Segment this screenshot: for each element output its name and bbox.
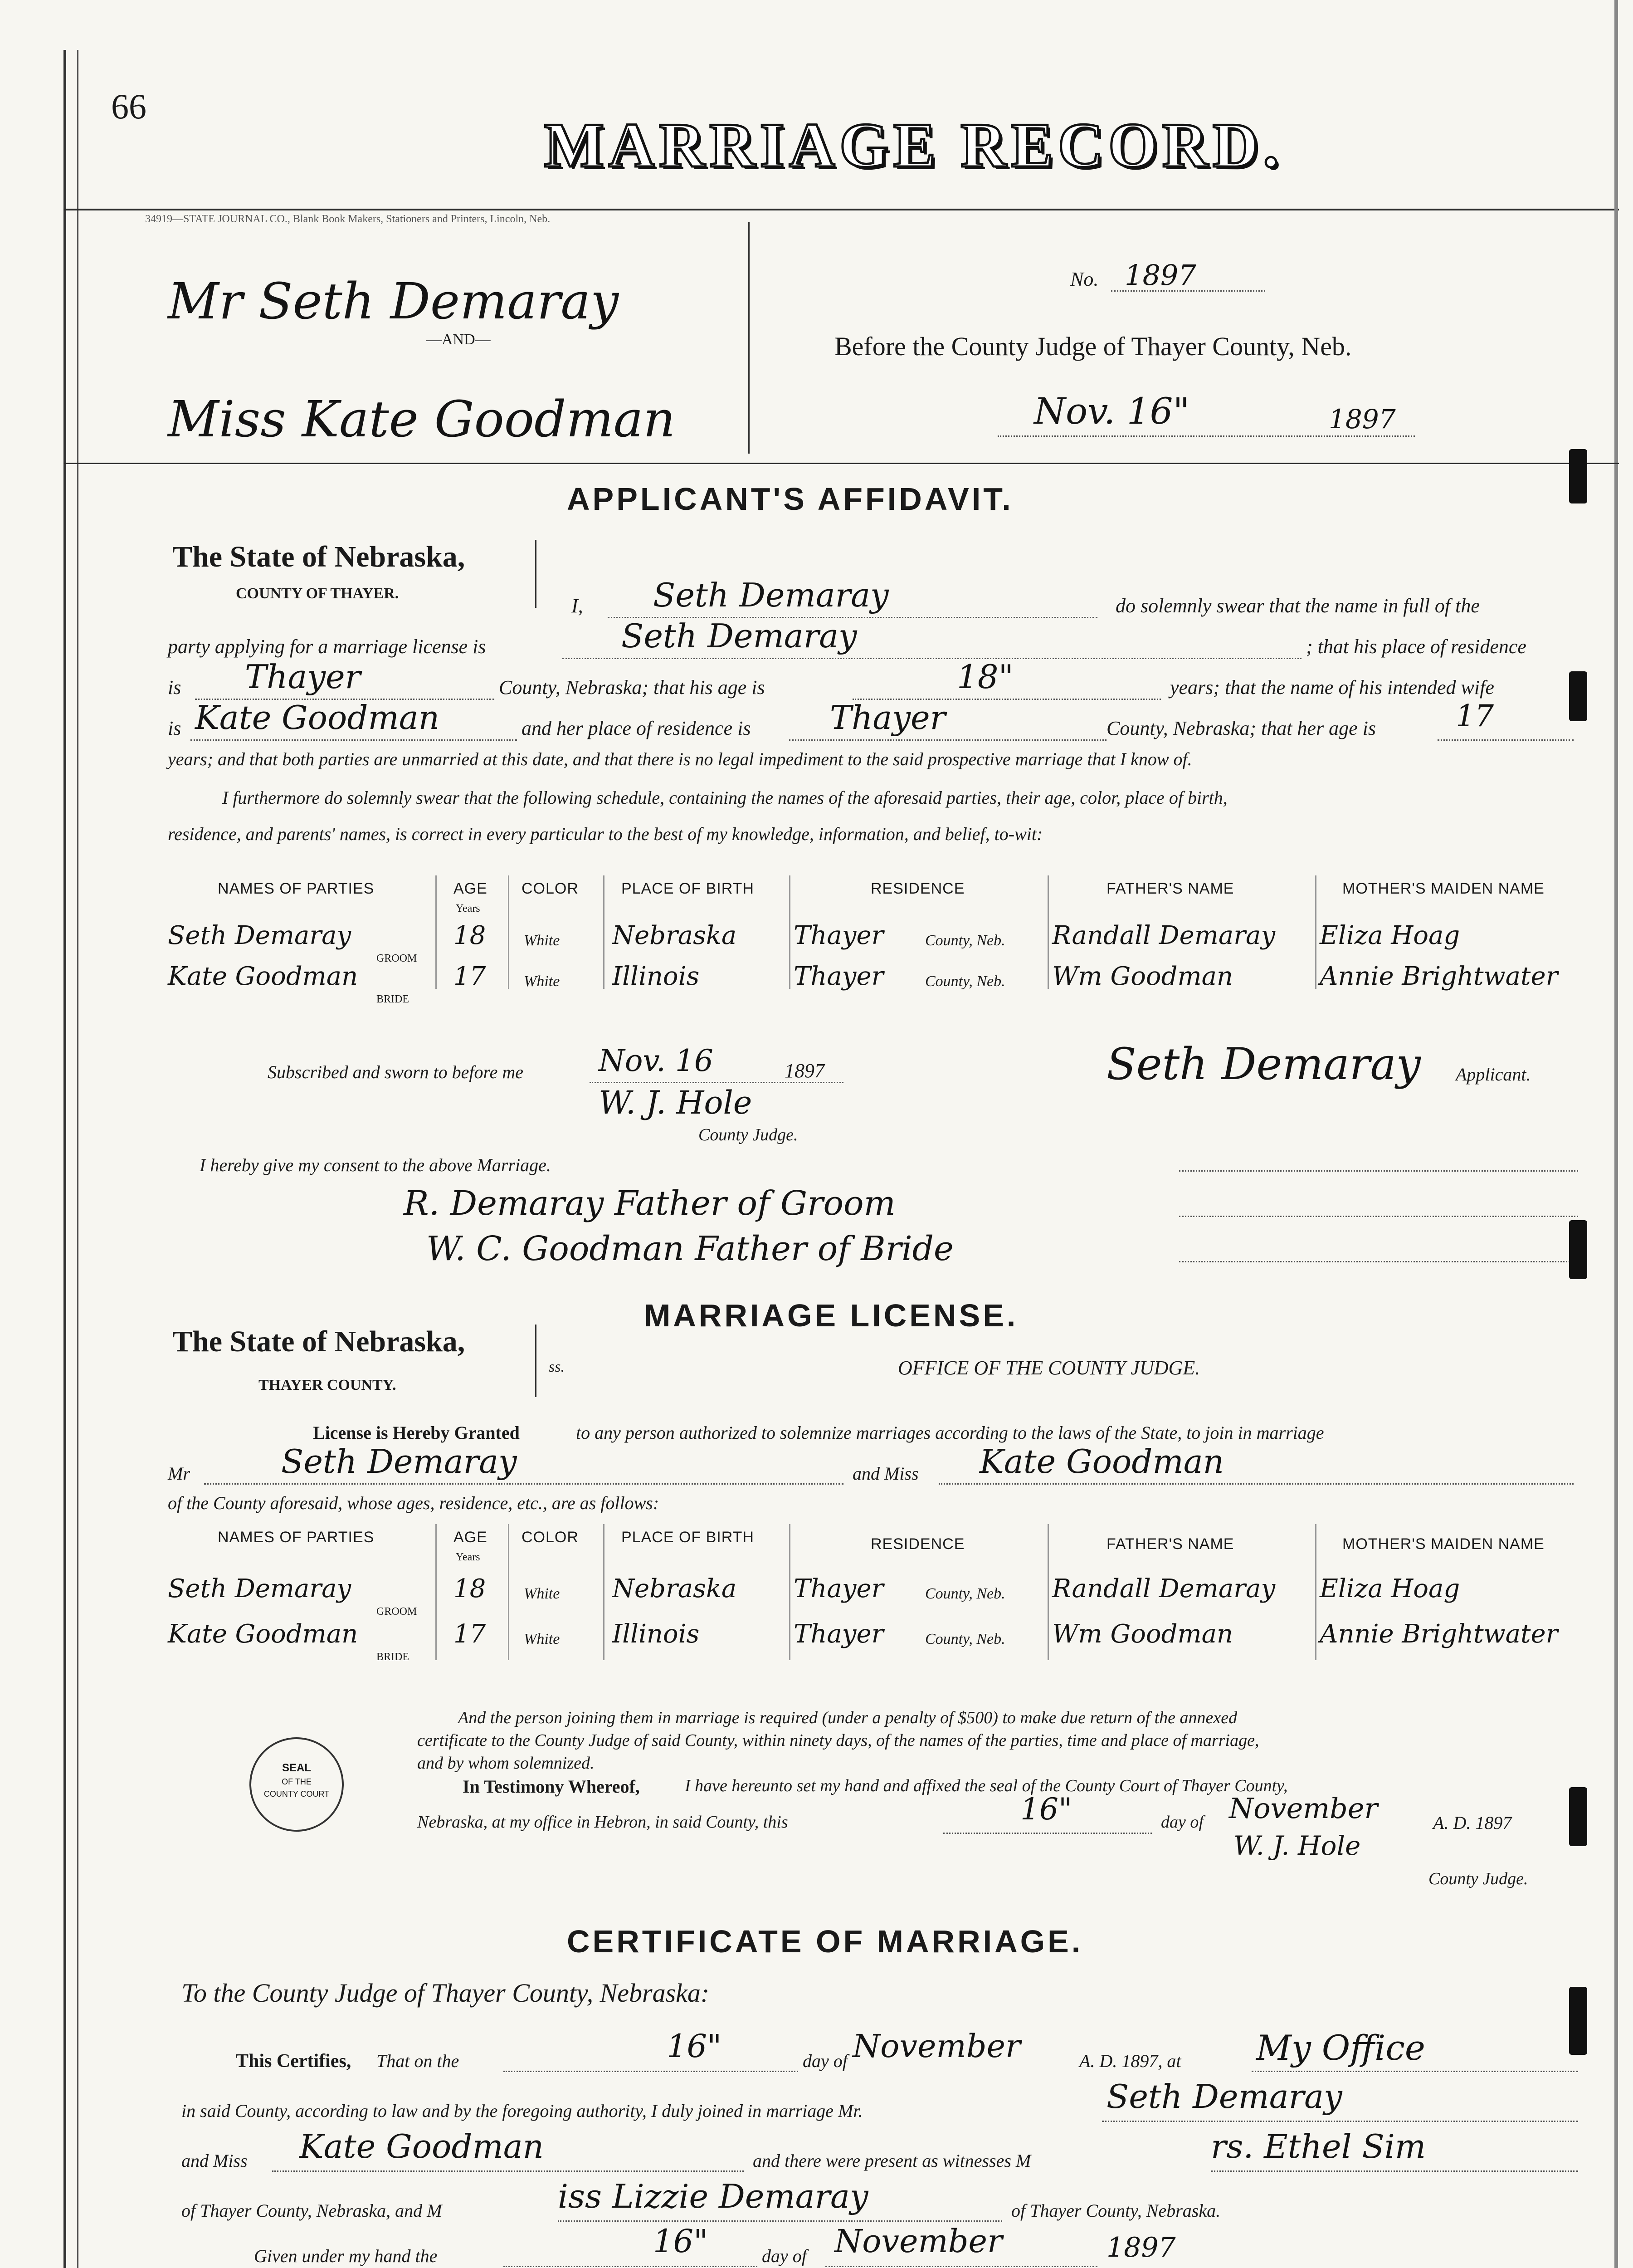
aff-row1-residence: Thayer [794, 921, 884, 950]
county-court-seal [249, 1737, 344, 1832]
header-rule [63, 209, 1619, 210]
lic-col-age: AGE [453, 1529, 487, 1546]
testimony-month: November [1229, 1792, 1378, 1825]
printer-imprint: 34919—STATE JOURNAL CO., Blank Book Makers, Stationers and Printers, Lincoln, Neb. [145, 213, 551, 225]
lic-row1-birth: Nebraska [612, 1574, 737, 1603]
license-miss-name: Kate Goodman [980, 1442, 1224, 1481]
aff-col-sep-6 [1315, 875, 1316, 989]
lic-col-sep-1 [435, 1524, 437, 1660]
certificate-to: To the County Judge of Thayer County, Nebraska: [181, 1978, 710, 2008]
aff-applicant-name: Seth Demaray [653, 576, 889, 614]
aff-his-age: 18" [957, 658, 1014, 696]
aff-her-age: 17 [1456, 699, 1494, 733]
testimony-day-line [943, 1833, 1152, 1834]
sworn-label: Subscribed and sworn to before me [268, 1062, 524, 1082]
aff-col-color: COLOR [522, 880, 579, 897]
aff-l4-mid2: County, Nebraska; that her age is [1107, 717, 1376, 739]
cert-l4-post: of Thayer County, Nebraska. [1011, 2200, 1221, 2221]
aff-row1-name: Seth Demaray [168, 921, 351, 950]
consent-text: I hereby give my consent to the above Marriage. [200, 1155, 551, 1175]
aff-row2-color: White [524, 973, 560, 990]
affidavit-brace [535, 540, 536, 608]
penalty-line-1: And the person joining them in marriage is required (under a penalty of $500) to make due return of the annexed [458, 1708, 1238, 1727]
binder-tab-5 [1569, 1987, 1587, 2055]
aff-col-mother: MOTHER'S MAIDEN NAME [1342, 880, 1545, 897]
given-day-line [503, 2266, 757, 2267]
cert-witness-2: iss Lizzie Demaray [558, 2177, 868, 2215]
license-county-line: of the County aforesaid, whose ages, residence, etc., are as follows: [168, 1493, 659, 1513]
lic-row1-county: County, Neb. [925, 1585, 1005, 1602]
record-date: Nov. 16" [1034, 390, 1190, 432]
license-granted-label: License is Hereby Granted [313, 1422, 520, 1443]
lic-col-sep-3 [603, 1524, 604, 1660]
lic-col-sep-2 [508, 1524, 509, 1660]
cert-day: 16" [667, 2028, 722, 2065]
aff-her-residence: Thayer [830, 699, 946, 737]
testimony-label: In Testimony Whereof, [463, 1776, 640, 1797]
cert-groom: Seth Demaray [1107, 2077, 1342, 2116]
aff-col-residence: RESIDENCE [871, 880, 965, 897]
cert-groom-line [1102, 2121, 1578, 2122]
aff-row1-birth: Nebraska [612, 921, 737, 950]
lic-row1-father: Randall Demaray [1052, 1574, 1276, 1603]
aff-l2-post: ; that his place of residence [1306, 635, 1526, 658]
license-mr-name: Seth Demaray [281, 1442, 517, 1481]
lic-col-color: COLOR [522, 1529, 579, 1546]
consent-line-3 [1179, 1261, 1578, 1262]
sworn-year: 1897 [785, 1060, 824, 1082]
penalty-line-3: and by whom solemnized. [417, 1754, 595, 1773]
aff-l4-pre: is [168, 717, 181, 739]
aff-l4-line-3 [1438, 739, 1574, 741]
bride-name-header: Miss Kate Goodman [168, 390, 676, 448]
aff-row2-age: 17 [453, 962, 486, 991]
cert-witness-2-line [558, 2220, 1002, 2222]
cert-l4-pre: of Thayer County, Nebraska, and M [181, 2200, 442, 2221]
testimony-ad: A. D. 1897 [1433, 1813, 1512, 1833]
aff-row2-name: Kate Goodman [168, 962, 358, 991]
license-state: The State of Nebraska, [172, 1325, 465, 1358]
given-day-of: day of [762, 2246, 807, 2266]
aff-l1-pre: I, [571, 595, 583, 617]
given-label: Given under my hand the [254, 2246, 438, 2266]
cert-day-line [503, 2071, 798, 2072]
certifies-label: This Certifies, [236, 2051, 351, 2072]
lic-row1-residence: Thayer [794, 1574, 884, 1603]
license-county: THAYER COUNTY. [258, 1377, 396, 1393]
license-miss-label: and Miss [853, 1463, 919, 1484]
given-month-line [825, 2266, 1097, 2267]
lic-row2-mother: Annie Brightwater [1320, 1619, 1558, 1649]
aff-row1-age: 18 [453, 921, 486, 950]
given-year: 1897 [1107, 2232, 1176, 2263]
cert-witness-1-line [1211, 2170, 1578, 2172]
lic-row1-age: 18 [453, 1574, 486, 1603]
penalty-line-2: certificate to the County Judge of said County, within ninety days, of the names of the parties, time and place of marriage, [417, 1731, 1259, 1750]
lic-col-residence: RESIDENCE [871, 1535, 965, 1553]
aff-row1-father: Randall Demaray [1052, 921, 1276, 950]
aff-col-names: NAMES OF PARTIES [218, 880, 375, 897]
aff-col-birth: PLACE OF BIRTH [621, 880, 754, 897]
aff-party-name: Seth Demaray [621, 617, 857, 655]
aff-l2-line [562, 658, 1302, 659]
right-edge [1614, 0, 1618, 2268]
record-number-line [1111, 290, 1265, 292]
sworn-line [590, 1082, 843, 1083]
consent-signature-bride: W. C. Goodman Father of Bride [426, 1229, 954, 1268]
cert-l2: in said County, according to law and by the foregoing authority, I duly joined in marriage Mr. [181, 2101, 863, 2121]
affidavit-state: The State of Nebraska, [172, 540, 465, 573]
cert-day-of: day of [803, 2051, 848, 2071]
aff-l6: I furthermore do solemnly swear that the following schedule, containing the names of the aforesaid parties, their age, color, place of birth, [222, 787, 1228, 808]
cert-place: My Office [1256, 2028, 1425, 2068]
lic-row2-county: County, Neb. [925, 1631, 1005, 1647]
lic-row2-age: 17 [453, 1619, 486, 1649]
lic-col-sep-5 [1048, 1524, 1049, 1660]
consent-line-2 [1179, 1216, 1578, 1217]
cert-ad: A. D. 1897, at [1079, 2051, 1181, 2071]
applicant-label: Applicant. [1456, 1064, 1531, 1085]
record-year: 1897 [1329, 404, 1396, 435]
aff-row2-role: BRIDE [376, 993, 409, 1005]
testimony-line-2: Nebraska, at my office in Hebron, in said County, this [417, 1813, 788, 1832]
aff-col-sep-1 [435, 875, 437, 989]
affidavit-heading: APPLICANT'S AFFIDAVIT. [567, 481, 1014, 517]
license-judge-signature: W. J. Hole [1233, 1830, 1361, 1861]
aff-col-age: AGE [453, 880, 487, 897]
aff-col-sep-2 [508, 875, 509, 989]
seal-line-2: OF THE [282, 1777, 312, 1786]
seal-line-1: SEAL [282, 1762, 311, 1774]
left-margin-rule-2 [77, 50, 78, 2268]
page-title: MARRIAGE RECORD. [544, 110, 1283, 181]
record-date-line [998, 435, 1415, 437]
lic-row2-name: Kate Goodman [168, 1619, 358, 1649]
lic-col-names: NAMES OF PARTIES [218, 1529, 375, 1546]
consent-line-1 [1179, 1170, 1578, 1172]
license-mr-line [204, 1483, 843, 1485]
lic-col-sep-6 [1315, 1524, 1316, 1660]
aff-l3-pre: is [168, 676, 181, 699]
testimony-line-1: I have hereunto set my hand and affixed the seal of the County Court of Thayer County, [685, 1776, 1288, 1795]
lic-col-birth: PLACE OF BIRTH [621, 1529, 754, 1546]
seal-line-3: COUNTY COURT [263, 1789, 330, 1799]
aff-l7: residence, and parents' names, is correct in every particular to the best of my knowledge, information, and belief, to-wit: [168, 824, 1043, 844]
lic-row1-name: Seth Demaray [168, 1574, 351, 1603]
aff-col-years: Years [456, 903, 480, 914]
aff-l4-line-1 [190, 739, 517, 741]
license-heading: MARRIAGE LICENSE. [644, 1298, 1019, 1333]
aff-row1-role: GROOM [376, 953, 417, 964]
lic-row1-role: GROOM [376, 1606, 417, 1618]
applicant-signature: Seth Demaray [1107, 1039, 1421, 1090]
binder-tab-3 [1569, 1220, 1587, 1279]
aff-col-sep-4 [789, 875, 790, 989]
aff-row1-mother: Eliza Hoag [1320, 921, 1460, 950]
aff-l5: years; and that both parties are unmarried at this date, and that there is no legal impediment to the said prospective marriage that I know of. [168, 749, 1192, 769]
license-judge-label: County Judge. [1428, 1869, 1528, 1888]
binder-tab-1 [1569, 449, 1587, 503]
lic-col-mother: MOTHER'S MAIDEN NAME [1342, 1535, 1545, 1553]
sworn-judge-signature: W. J. Hole [599, 1084, 752, 1121]
license-ss: ss. [549, 1359, 565, 1375]
cert-place-line [1252, 2071, 1578, 2072]
license-miss-line [939, 1483, 1574, 1485]
aff-row2-mother: Annie Brightwater [1320, 962, 1558, 991]
lic-row2-father: Wm Goodman [1052, 1619, 1233, 1649]
aff-col-father: FATHER'S NAME [1107, 880, 1234, 897]
aff-l4-mid: and her place of residence is [522, 717, 751, 739]
lic-row2-color: White [524, 1631, 560, 1647]
aff-l3-post: years; that the name of his intended wife [1170, 676, 1494, 699]
license-office: OFFICE OF THE COUNTY JUDGE. [898, 1357, 1200, 1379]
record-number: 1897 [1125, 259, 1196, 292]
binder-tab-2 [1569, 671, 1587, 721]
license-granted-text: to any person authorized to solemnize marriages according to the laws of the State, to join in marriage [576, 1422, 1324, 1443]
license-mr-label: Mr [168, 1463, 190, 1484]
aff-row1-color: White [524, 932, 560, 949]
left-margin-rule [63, 50, 66, 2268]
license-brace [535, 1325, 536, 1397]
aff-l2-pre: party applying for a marriage license is [168, 635, 486, 658]
cert-witness-label: and there were present as witnesses M [753, 2151, 1031, 2171]
aff-l3-mid: County, Nebraska; that his age is [499, 676, 765, 699]
before-judge: Before the County Judge of Thayer County, Neb. [834, 332, 1352, 361]
lic-col-years: Years [456, 1551, 480, 1563]
testimony-day: 16" [1020, 1792, 1072, 1827]
aff-col-sep-3 [603, 875, 604, 989]
page-number: 66 [111, 87, 146, 126]
certificate-heading: CERTIFICATE OF MARRIAGE. [567, 1924, 1083, 1959]
record-no-label: No. [1070, 268, 1099, 290]
aff-l1-post: do solemnly swear that the name in full of the [1116, 595, 1480, 617]
lic-row1-color: White [524, 1585, 560, 1602]
cert-miss-label: and Miss [181, 2151, 248, 2171]
aff-row2-residence: Thayer [794, 962, 884, 991]
sworn-judge-label: County Judge. [698, 1125, 798, 1144]
aff-row1-county: County, Neb. [925, 932, 1005, 949]
aff-row2-county: County, Neb. [925, 973, 1005, 990]
lic-row1-mother: Eliza Hoag [1320, 1574, 1460, 1603]
aff-row2-birth: Illinois [612, 962, 700, 991]
aff-row2-father: Wm Goodman [1052, 962, 1233, 991]
aff-his-residence: Thayer [245, 658, 361, 696]
cert-bride-line [272, 2170, 744, 2172]
record-divider [63, 463, 1619, 464]
sworn-date: Nov. 16 [599, 1043, 713, 1078]
binder-tab-4 [1569, 1787, 1587, 1846]
consent-signature-groom: R. Demaray Father of Groom [404, 1184, 896, 1223]
given-day: 16" [653, 2223, 708, 2260]
lic-row2-role: BRIDE [376, 1651, 409, 1663]
cert-witness-1: rs. Ethel Sim [1211, 2127, 1426, 2165]
cert-bride: Kate Goodman [299, 2127, 544, 2165]
aff-col-sep-5 [1048, 875, 1049, 989]
lic-col-father: FATHER'S NAME [1107, 1535, 1234, 1553]
lic-col-sep-4 [789, 1524, 790, 1660]
groom-name-header: Mr Seth Demaray [168, 272, 619, 330]
aff-l4-line-2 [789, 739, 1107, 741]
aff-wife-name: Kate Goodman [195, 699, 440, 737]
cert-month: November [853, 2028, 1021, 2065]
testimony-day-of: day of [1161, 1813, 1204, 1832]
affidavit-county: COUNTY OF THAYER. [236, 585, 399, 602]
lic-row2-residence: Thayer [794, 1619, 884, 1649]
lic-row2-birth: Illinois [612, 1619, 700, 1649]
cert-l1-pre: That on the [376, 2051, 459, 2071]
given-month: November [834, 2223, 1003, 2260]
and-label: —AND— [426, 331, 491, 348]
brace-line [748, 222, 750, 454]
